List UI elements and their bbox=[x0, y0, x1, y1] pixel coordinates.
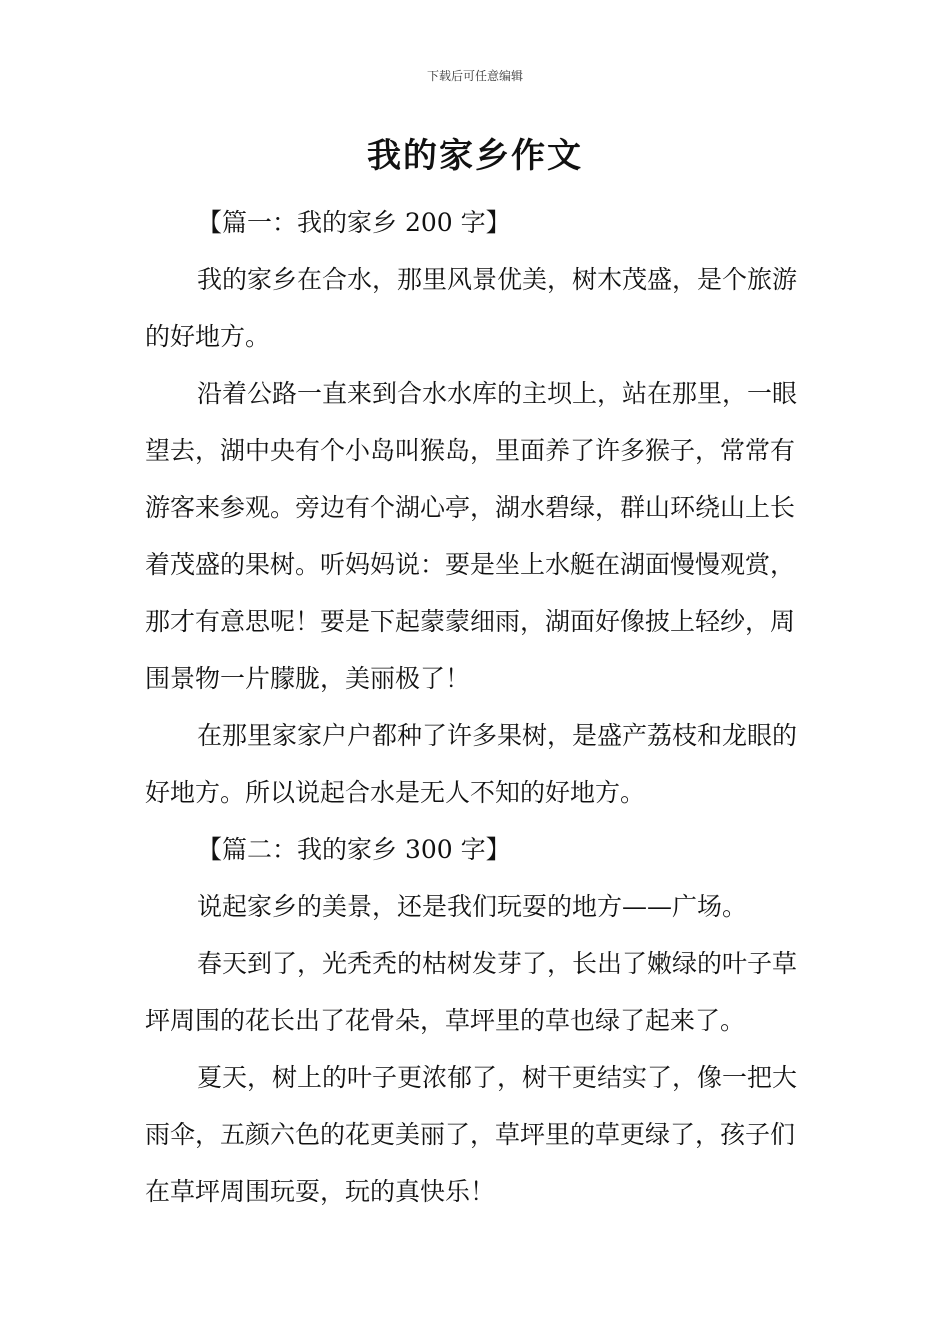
document-body bbox=[145, 194, 810, 1220]
paragraph: 沿着公路一直来到合水水库的主坝上，站在那里，一眼望去，湖中央有个小岛叫猴岛，里面养了许多猴子，常常有游客来参观。旁边有个湖心亭，湖水碧绿，群山环绕山上长着茂盛的果树。听妈妈说：要是坐上水艇在湖面慢慢观赏，那才有意思呢！要是下起蒙蒙细雨，湖面好像披上轻纱，周围景物一片朦胧，美丽极了！ bbox=[145, 379, 798, 693]
document-title: 我的家乡作文 bbox=[367, 136, 583, 176]
paragraph: 春天到了，光秃秃的枯树发芽了，长出了嫩绿的叶子草坪周围的花长出了花骨朵，草坪里的草也绿了起来了。 bbox=[145, 949, 798, 1035]
section-heading: 【篇二：我的家乡 300 字】 bbox=[197, 835, 511, 864]
paragraph: 夏天，树上的叶子更浓郁了，树干更结实了，像一把大雨伞，五颜六色的花更美丽了，草坪里的草更绿了，孩子们在草坪周围玩耍，玩的真快乐！ bbox=[145, 1063, 798, 1206]
section-heading: 【篇一：我的家乡 200 字】 bbox=[197, 208, 511, 237]
paragraph: 说起家乡的美景，还是我们玩耍的地方——广场。 bbox=[197, 892, 748, 921]
paragraph: 我的家乡在合水，那里风景优美，树木茂盛，是个旅游的好地方。 bbox=[145, 265, 798, 351]
paragraph: 在那里家家户户都种了许多果树，是盛产荔枝和龙眼的好地方。所以说起合水是无人不知的好地方。 bbox=[145, 721, 798, 807]
header-note: 下载后可任意编辑 bbox=[426, 69, 523, 83]
